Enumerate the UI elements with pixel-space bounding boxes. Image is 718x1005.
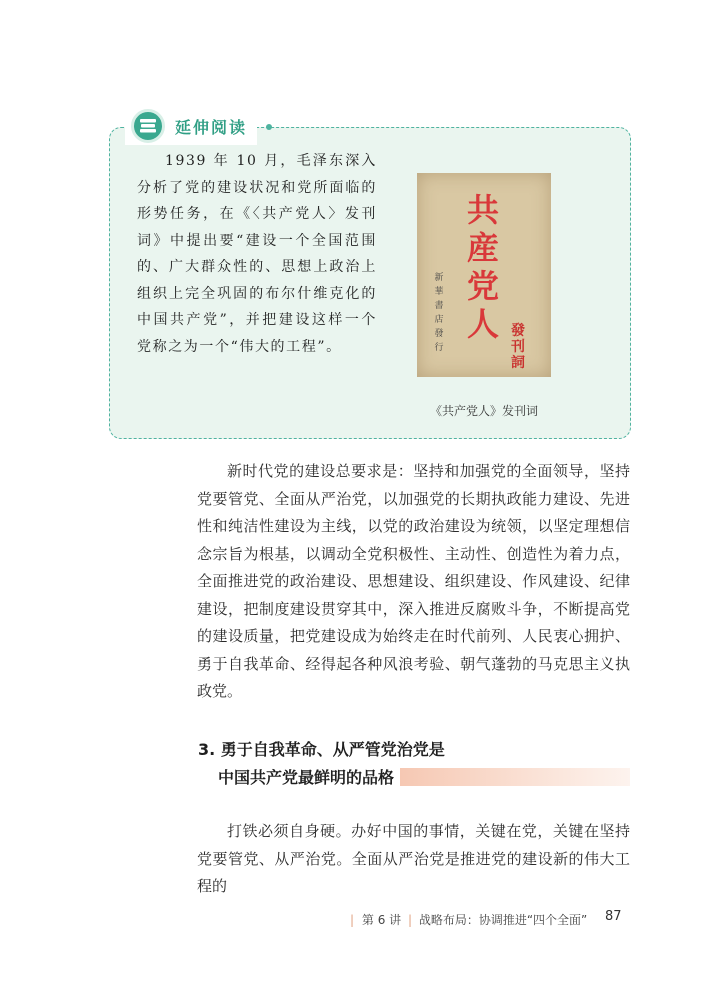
- image-caption: 《共产党人》发刊词: [429, 404, 538, 418]
- body-paragraph: 新时代党的建设总要求是：坚持和加强党的全面领导，坚持党要管党、全面从严治党，以加强党的长期执政能力建设、先进性和纯洁性建设为主线，以党的政治建设为统领，以坚定理想信念宗旨为根基，以调动全党积极性、主动性、创造性为着力点，全面推进党的政治建设、思想建设、组织建设、作风建设、纪律建设，把制度建设贯穿其中，深入推进反腐败斗争，不断提高党的建设质量，把党建设成为始终走在时代前列、人民衷心拥护、勇于自我革命、经得起各种风浪考验、朝气蓬勃的马克思主义执政党。: [197, 462, 630, 700]
- footer-separator-2: |: [407, 913, 413, 927]
- books-icon: [131, 109, 165, 143]
- page-footer: [350, 911, 587, 928]
- section-heading: [198, 736, 445, 792]
- extended-reading-title: 延伸阅读: [175, 117, 248, 137]
- body-paragraph: 打铁必须自身硬。办好中国的事情，关键在党，关键在坚持党要管党、从严治党。全面从严治党是推进党的建设新的伟大工程的: [197, 822, 630, 895]
- book-cover-image: [417, 173, 551, 377]
- section-heading-line1: 3. 勇于自我革命、从严管党治党是: [198, 740, 445, 759]
- book-cover-subtitle: 發刊詞: [511, 323, 525, 371]
- extended-reading-header: [125, 107, 257, 145]
- book-cover-title: 共産党人: [466, 191, 499, 343]
- extended-reading-text: 1939 年 10 月，毛泽东深入分析了党的建设状况和党所面临的形势任务，在《〈共产党人〉发刊词》中提出要“建设一个全国范围的、广大群众性的、思想上政治上组织上完全巩固的布尔什维克化的中国共产党”，并把建设这样一个党称之为一个“伟大的工程”。: [137, 153, 377, 355]
- footer-chapter-title: 战略布局：协调推进“四个全面”: [418, 913, 588, 927]
- page-number: 87: [605, 909, 622, 924]
- box-dot: [266, 124, 272, 130]
- book-cover-publisher: 新華書店發行: [434, 273, 444, 353]
- footer-separator: |: [350, 913, 355, 927]
- footer-chapter: 第 6 讲: [361, 913, 402, 927]
- section-heading-line2: 中国共产党最鲜明的品格: [218, 768, 395, 787]
